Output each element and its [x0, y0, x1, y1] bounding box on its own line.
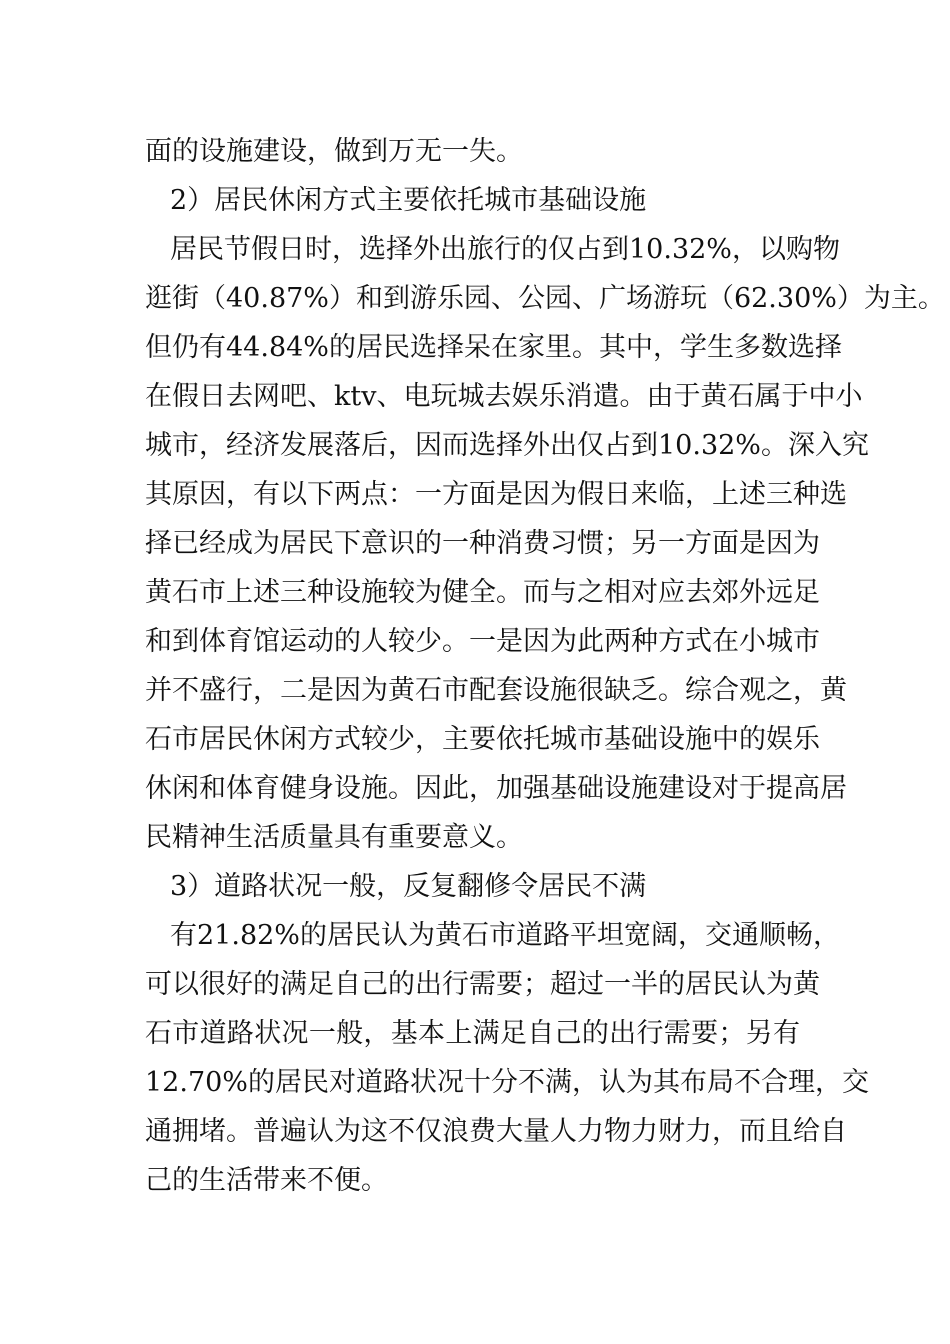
- paragraph-line: 但仍有44.84%的居民选择呆在家里。其中，学生多数选择: [145, 332, 842, 363]
- paragraph-line: 和到体育馆运动的人较少。一是因为此两种方式在小城市: [145, 626, 820, 657]
- paragraph-line: 在假日去网吧、ktv、电玩城去娱乐消遣。由于黄石属于中小: [145, 381, 863, 412]
- paragraph-line: 择已经成为居民下意识的一种消费习惯；另一方面是因为: [145, 528, 820, 559]
- paragraph-line: 休闲和体育健身设施。因此，加强基础设施建设对于提高居: [145, 773, 847, 804]
- section-heading: 2）居民休闲方式主要依托城市基础设施: [170, 185, 647, 216]
- paragraph-line: 并不盛行，二是因为黄石市配套设施很缺乏。综合观之，黄: [145, 675, 847, 706]
- paragraph-line: 有21.82%的居民认为黄石市道路平坦宽阔，交通顺畅，: [170, 920, 840, 951]
- section-heading: 3）道路状况一般，反复翻修令居民不满: [170, 871, 647, 902]
- paragraph-line: 石市道路状况一般，基本上满足自己的出行需要；另有: [145, 1018, 800, 1049]
- paragraph-line: 民精神生活质量具有重要意义。: [145, 822, 523, 853]
- paragraph-line: 逛街（40.87%）和到游乐园、公园、广场游玩（62.30%）为主。: [145, 283, 945, 314]
- paragraph-line: 城市，经济发展落后，因而选择外出仅占到10.32%。深入究: [145, 430, 869, 461]
- paragraph-line: 石市居民休闲方式较少，主要依托城市基础设施中的娱乐: [145, 724, 820, 755]
- paragraph-line: 黄石市上述三种设施较为健全。而与之相对应去郊外远足: [145, 577, 820, 608]
- paragraph-line: 面的设施建设，做到万无一失。: [145, 136, 523, 167]
- paragraph-line: 可以很好的满足自己的出行需要；超过一半的居民认为黄: [145, 969, 820, 1000]
- paragraph-line: 其原因，有以下两点：一方面是因为假日来临，上述三种选: [145, 479, 847, 510]
- paragraph-line: 己的生活带来不便。: [145, 1165, 388, 1196]
- paragraph-line: 居民节假日时，选择外出旅行的仅占到10.32%，以购物: [170, 234, 840, 265]
- paragraph-line: 12.70%的居民对道路状况十分不满，认为其布局不合理，交: [145, 1067, 869, 1098]
- document-body: [145, 127, 945, 1205]
- paragraph-line: 通拥堵。普遍认为这不仅浪费大量人力物力财力，而且给自: [145, 1116, 847, 1147]
